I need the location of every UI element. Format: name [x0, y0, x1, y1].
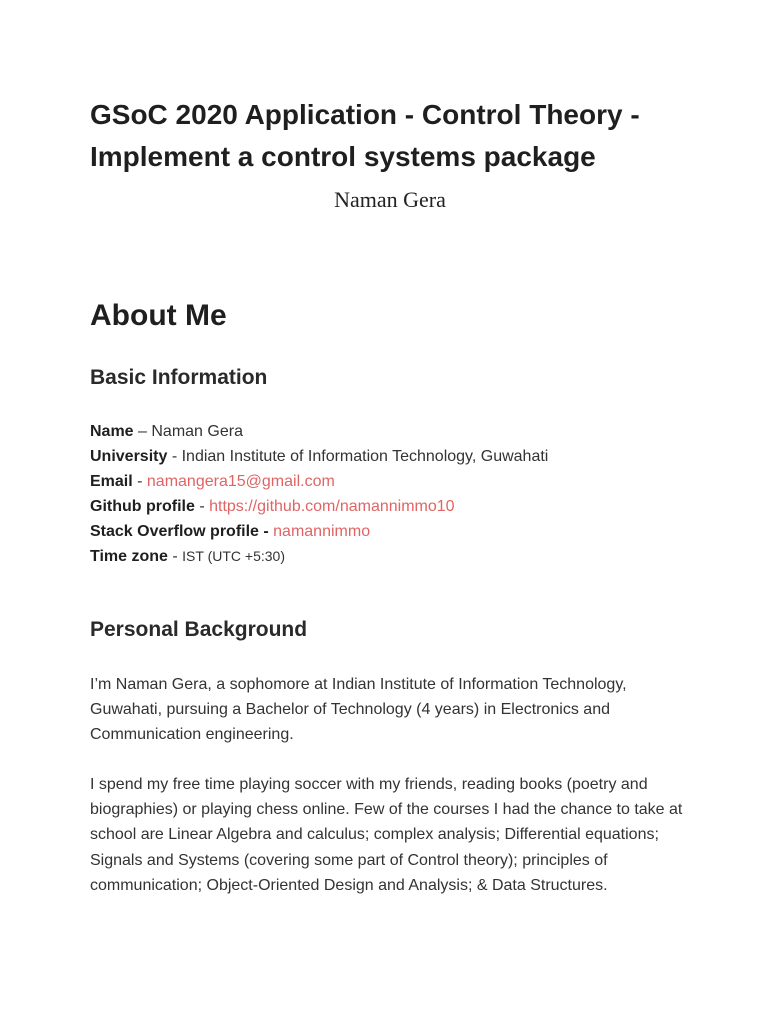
info-separator: -: [258, 523, 274, 540]
info-value-university: Indian Institute of Information Technology, Guwahati: [181, 448, 549, 465]
info-value-name: Naman Gera: [151, 423, 243, 440]
info-row-name: [90, 419, 690, 444]
info-row-time-zone: [90, 544, 690, 569]
subsection-heading-personal-background: Personal Background: [90, 618, 308, 641]
email-link[interactable]: namangera15@gmail.com: [146, 473, 335, 490]
info-row-github: [90, 494, 690, 519]
info-value-time-zone: IST (UTC +5:30): [182, 548, 285, 564]
info-separator: -: [167, 448, 182, 465]
github-profile-link[interactable]: https://github.com/namannimmo10: [209, 498, 455, 515]
info-row-email: [90, 469, 690, 494]
basic-info-list: [90, 419, 690, 569]
document-author: Naman Gera: [334, 187, 446, 212]
info-row-university: [90, 444, 690, 469]
info-separator: -: [167, 548, 183, 565]
subsection-heading-basic-information: Basic Information: [90, 366, 268, 389]
paragraph-interests: I spend my free time playing soccer with my friends, reading books (poetry and biographies) or playing chess online. Few of the courses I had the chance to take at school are Linear Algebra and calculus; complex analysis; Differential equations; Signals and Systems (covering some part of Control theory); principles of communication; Object-Oriented Design and Analysis; & Data Structures.: [90, 776, 683, 894]
info-label: Stack Overflow profile: [90, 523, 259, 540]
stack-overflow-profile-link[interactable]: namannimmo: [273, 523, 371, 540]
info-separator: -: [132, 473, 147, 490]
info-separator: –: [133, 423, 152, 440]
info-separator: -: [194, 498, 210, 515]
info-label: University: [90, 448, 168, 465]
section-heading-about-me: About Me: [90, 299, 227, 332]
info-label: Time zone: [90, 548, 168, 565]
info-row-stack-overflow: [90, 519, 690, 544]
info-label: Name: [90, 423, 134, 440]
paragraph-introduction: I’m Naman Gera, a sophomore at Indian Institute of Information Technology, Guwahati, pursuing a Bachelor of Technology (4 years) in Electronics and Communication engineering.: [90, 676, 627, 744]
document-title: GSoC 2020 Application - Control Theory - Implement a control systems package: [90, 99, 640, 172]
info-label: Email: [90, 473, 133, 490]
info-label: Github profile: [90, 498, 195, 515]
